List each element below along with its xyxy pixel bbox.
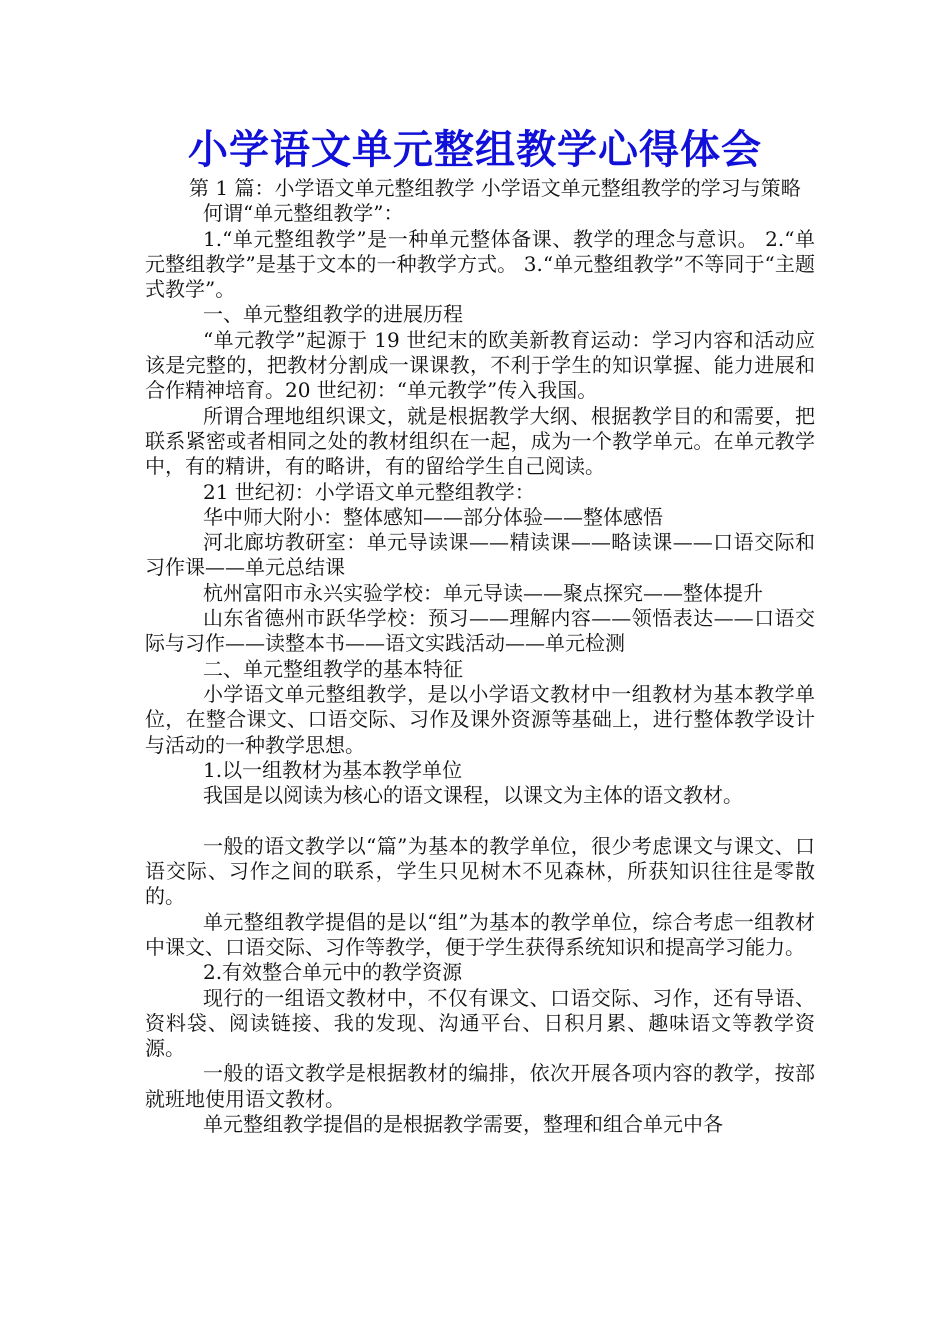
paragraph: 现行的一组语文教材中，不仅有课文、口语交际、习作，还有导语、资料袋、阅读链接、我的发现、沟通平台、日积月累、趣味语文等教学资源。 [145,985,815,1061]
paragraph: 华中师大附小：整体感知——部分体验——整体感悟 [203,504,663,529]
paragraph: 我国是以阅读为核心的语文课程，以课文为主体的语文教材。 [203,783,743,808]
paragraph: “单元教学”起源于 19 世纪末的欧美新教育运动：学习内容和活动应该是完整的，把教材分割成一课课教，不利于学生的知识掌握、能力进展和合作精神培育。20 世纪初：“单元教学”传入我国。 [145,327,815,403]
paragraph: 何谓“单元整组教学”： [203,201,404,226]
section-heading: 二、单元整组教学的基本特征 [203,656,463,681]
paragraph: 小学语文单元整组教学，是以小学语文教材中一组教材为基本教学单位，在整合课文、口语交际、习作及课外资源等基础上，进行整体教学设计与活动的一种教学思想。 [145,681,815,757]
document-title: 小学语文单元整组教学心得体会 [188,126,762,173]
paragraph: 单元整组教学提倡的是根据教学需要，整理和组合单元中各 [203,1111,723,1136]
subsection-heading: 1.以一组教材为基本教学单位 [203,757,463,782]
paragraph: 所谓合理地组织课文，就是根据教学大纲、根据教学目的和需要，把联系紧密或者相同之处的教材组织在一起，成为一个教学单元。在单元教学中，有的精讲，有的略讲，有的留给学生自己阅读。 [145,403,815,479]
paragraph: 1.“单元整组教学”是一种单元整体备课、教学的理念与意识。 2.“单元整组教学”是基于文本的一种教学方式。 3.“单元整组教学”不等同于“主题式教学”。 [145,226,815,302]
paragraph: 杭州富阳市永兴实验学校：单元导读——聚点探究——整体提升 [203,580,763,605]
paragraph: 一般的语文教学以“篇”为基本的教学单位，很少考虑课文与课文、口语交际、习作之间的联系，学生只见树木不见森林，所获知识往往是零散的。 [145,833,815,909]
paragraph: 21 世纪初：小学语文单元整组教学： [203,479,535,504]
blank-line [145,808,815,833]
document-body [145,176,815,1137]
paragraph: 单元整组教学提倡的是以“组”为基本的教学单位，综合考虑一组教材中课文、口语交际、习作等教学，便于学生获得系统知识和提高学习能力。 [145,909,815,959]
section-heading: 一、单元整组教学的进展历程 [203,302,463,327]
paragraph: 山东省德州市跃华学校：预习——理解内容——领悟表达——口语交际与习作——读整本书——语文实践活动——单元检测 [145,606,815,656]
paragraph: 第 1 篇：小学语文单元整组教学 小学语文单元整组教学的学习与策略 [189,176,801,200]
subsection-heading: 2.有效整合单元中的教学资源 [203,960,463,985]
paragraph: 河北廊坊教研室：单元导读课——精读课——略读课——口语交际和习作课——单元总结课 [145,530,815,580]
paragraph: 一般的语文教学是根据教材的编排，依次开展各项内容的教学，按部就班地使用语文教材。 [145,1061,815,1111]
